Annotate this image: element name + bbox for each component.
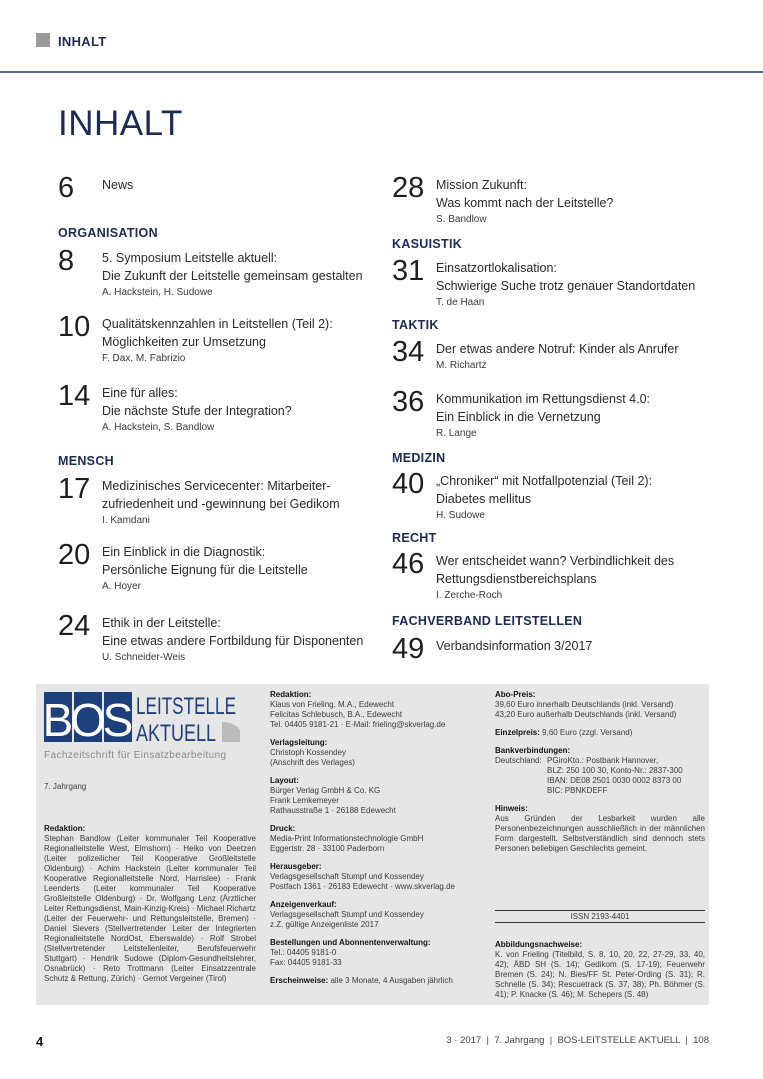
toc-title-line: Schwierige Suche trotz genauer Standortdaten (436, 279, 696, 293)
issn: ISSN 2193-4401 (495, 910, 705, 923)
toc-author: H. Sudowe (436, 510, 485, 521)
toc-title-line: Kommunikation im Rettungsdienst 4.0: (436, 392, 650, 406)
toc-author: A. Hoyer (102, 581, 141, 592)
section-heading: TAKTIK (392, 318, 439, 332)
impressum-block: Druck: Media-Print Informationstechnologie GmbH Eggertstr. 28 · 33100 Paderborn (270, 824, 424, 853)
toc-author: I. Zerche-Roch (436, 590, 503, 601)
toc-title-line: Ethik in der Leitstelle: (102, 616, 221, 630)
impressum-middle-column (270, 690, 485, 986)
toc-title-line: Ein Einblick in die Diagnostik: (102, 545, 266, 559)
running-header: INHALT (58, 34, 107, 49)
toc-article (436, 637, 592, 655)
toc-title-line: Die nächste Stufe der Integration? (102, 404, 292, 418)
toc-author: T. de Haan (436, 297, 485, 308)
redaktionsbeirat (44, 824, 256, 984)
erscheinweise: Erscheinweise: alle 3 Monate, 4 Ausgaben jährlich (270, 976, 453, 985)
toc-author: M. Richartz (436, 360, 487, 371)
toc-article (102, 477, 340, 529)
toc-author: I. Kamdani (102, 515, 150, 526)
bankverbindungen: Bankverbindungen: Deutschland: PGiroKto.: Postbank Hannover, BLZ: 250 100 30, Konto-Nr.: 2837-300 IBAN: DE08 2501 0030 0002 8373 00 BIC: PBNKDEFF (495, 746, 683, 795)
toc-article (102, 315, 333, 367)
toc-page-number: 36 (392, 386, 425, 418)
section-heading: KASUISTIK (392, 237, 463, 251)
page-title: INHALT (58, 104, 183, 143)
toc-article (436, 390, 650, 442)
toc-article (102, 384, 292, 436)
toc-title-line: Mission Zukunft: (436, 178, 528, 192)
impressum-block: Layout: Bürger Verlag GmbH & Co. KG Frank Lemkemeyer Rathausstraße 1 · 26188 Edewecht (270, 776, 396, 815)
impressum-block: Bestellungen und Abonnentenverwaltung: Tel.: 04405 9181-0 Fax: 04405 9181-33 (270, 938, 431, 967)
toc-article (102, 614, 363, 666)
toc-title-line: Medizinisches Servicecenter: Mitarbeiter- (102, 479, 331, 493)
toc-page-number: 8 (58, 245, 75, 277)
toc-title-line: Eine für alles: (102, 386, 178, 400)
header-rule (0, 71, 763, 73)
footer-issue-info: 3 · 2017 | 7. Jahrgang | BOS-LEITSTELLE AKTUELL | 108 (446, 1035, 709, 1046)
toc-author: R. Lange (436, 428, 477, 439)
svg-text:O: O (70, 694, 106, 746)
toc-author: U. Schneider-Weis (102, 652, 186, 663)
abo-preis: Abo-Preis: 39,60 Euro innerhalb Deutschlands (inkl. Versand) 43,20 Euro außerhalb Deutschlands (inkl. Versand) (495, 690, 677, 719)
impressum-block: Redaktion: Klaus von Frieling, M.A., Edewecht Felicitas Schlebusch, B.A., Edewecht Tel. 04405 9181-21 · E-Mail: frieling@skverlag.de (270, 690, 446, 729)
toc-author: F. Dax, M. Fabrizio (102, 353, 186, 364)
toc-article (436, 472, 652, 524)
section-heading: RECHT (392, 531, 437, 545)
toc-title-line: Rettungsdienstbereichsplans (436, 572, 597, 586)
impressum-block: Anzeigenverkauf: Verlagsgesellschaft Stumpf und Kossendey z.Z. gültige Anzeigenliste 2017 (270, 900, 424, 929)
toc-page-number: 14 (58, 380, 91, 412)
toc-title-line: Der etwas andere Notruf: Kinder als Anrufer (436, 342, 679, 356)
toc-title-line: „Chroniker“ mit Notfallpotenzial (Teil 2): (436, 474, 653, 488)
svg-text:B: B (42, 694, 74, 746)
impressum-block: Herausgeber: Verlagsgesellschaft Stumpf und Kossendey Postfach 1361 · 26183 Edewecht · www.skverlag.de (270, 862, 455, 891)
logo-tagline: Fachzeitschrift für Einsatzbearbeitung (44, 750, 227, 761)
toc-article (436, 259, 695, 311)
einzelpreis: Einzelpreis: 9,60 Euro (zzgl. Versand) (495, 728, 633, 737)
magazine-logo (44, 692, 240, 761)
toc-title-line: Diabetes mellitus (436, 492, 532, 506)
section-heading: MEDIZIN (392, 451, 446, 465)
bos-logo-mark (42, 692, 240, 747)
toc-page-number: 28 (392, 172, 425, 204)
toc-title-line: Verbandsinformation 3/2017 (436, 639, 593, 653)
abbildungsnachweise: Abbildungsnachweise: K. von Frieling (Titelbild, S. 8, 10, 20, 22, 27-29, 33, 40, 42); ÄBD SH (S. 14); Gedikom (S. 17-19); Feuerwehr Bremen (S. 24); N. Bies/FF St. Peter-Ording (S. 31); R. Schnelle (S. 34); Rescuetrack (S. 37, 38); Ph. Böhmer (S. 41); P. Knacke (S. 46); M. Schepers (S. 48) (495, 940, 705, 999)
impressum-right-column (495, 690, 705, 999)
toc-article (102, 543, 308, 595)
redaktionsbeirat-text: Stephan Bandlow (Leiter kommunaler Teil Kooperative Regionalleitstelle West, Elmshorn) · Heiko von Deetzen (Leiter polizeilicher Teil Kooperative Großleitstelle Oldenburg) · Achim Hackstein (Leiter kommunaler Teil Kooperative Regionalleitstelle Nord, Harrislee) · Frank Leenderts (Leiter kommunaler Teil Kooperative Großleitstelle Oldenburg) · Dr. Wolfgang Lenz (Ärztlicher Leiter Rettungsdienst, Main-Kinzig-Kreis) · Michael Richartz (Leiter der Feuerwehr- und Rettungsleitstelle, Bremen) · Daniel Sievers (Stellvertretender Leiter der Integrierten Regionalleitstelle NordOst, Eberswalde) · Rolf Strobel (Stellvertretender Leitstellenleiter, Berufsfeuerwehr Stuttgart) · Hendrik Sudowe (Diplom-Gesundheitslehrer, Osnabrück) · Reto Trottmann (Leiter Einsatzzentrale Schutz & Rettung, Zürich) · Gernot Vergeiner (Tirol) (44, 834, 256, 983)
toc-author: S. Bandlow (436, 214, 487, 225)
toc-title-line: Möglichkeiten zur Umsetzung (102, 335, 266, 349)
toc-page-number: 31 (392, 255, 425, 287)
toc-page-number: 10 (58, 311, 91, 343)
toc-title-line: News (102, 178, 134, 192)
section-heading: FACHVERBAND LEITSTELLEN (392, 614, 583, 628)
toc-page-number: 49 (392, 633, 425, 665)
toc-author: A. Hackstein, H. Sudowe (102, 287, 213, 298)
toc-article (102, 249, 363, 301)
toc-title-line: Was kommt nach der Leitstelle? (436, 196, 614, 210)
toc-page-number: 24 (58, 610, 91, 642)
toc-page-number: 46 (392, 548, 425, 580)
toc-article (102, 176, 133, 194)
toc-article (436, 340, 678, 374)
toc-page-number: 20 (58, 539, 91, 571)
section-heading: MENSCH (58, 454, 114, 468)
toc-page-number: 34 (392, 336, 425, 368)
toc-title-line: 5. Symposium Leitstelle aktuell: (102, 251, 278, 265)
toc-title-line: Persönliche Eignung für die Leitstelle (102, 563, 308, 577)
svg-text:AKTUELL: AKTUELL (136, 720, 216, 747)
svg-text:S: S (102, 694, 134, 746)
toc-article (436, 552, 674, 604)
toc-title-line: Eine etwas andere Fortbildung für Disponenten (102, 634, 364, 648)
toc-title-line: Einsatzortlokalisation: (436, 261, 557, 275)
toc-page-number: 17 (58, 473, 91, 505)
toc-title-line: Qualitätskennzahlen in Leitstellen (Teil 2): (102, 317, 333, 331)
hinweis: Hinweis: Aus Gründen der Lesbarkeit wurden alle Personenbezeichnungen ausschließlich in der männlichen Form dargestellt. Selbstverständlich sind dennoch stets Personen beliebigen Geschlechts gemeint. (495, 804, 705, 853)
toc-page-number: 6 (58, 172, 75, 204)
toc-title-line: Wer entscheidet wann? Verbindlichkeit des (436, 554, 675, 568)
page-number: 4 (36, 1034, 44, 1049)
toc-article (436, 176, 613, 228)
section-marker-square (36, 33, 50, 47)
section-heading: ORGANISATION (58, 226, 158, 240)
toc-title-line: zufriedenheit und -gewinnung bei Gedikom (102, 497, 340, 511)
toc-title-line: Die Zukunft der Leitstelle gemeinsam gestalten (102, 269, 363, 283)
toc-author: A. Hackstein, S. Bandlow (102, 422, 215, 433)
redaktionsbeirat-label: Redaktion: (44, 824, 86, 833)
toc-title-line: Ein Einblick in die Vernetzung (436, 410, 601, 424)
impressum-panel (36, 684, 709, 1005)
impressum-block: Verlagsleitung: Christoph Kossendey (Anschrift des Verlages) (270, 738, 355, 767)
toc-page-number: 40 (392, 468, 425, 500)
jahrgang: 7. Jahrgang (44, 782, 87, 791)
svg-text:LEITSTELLE: LEITSTELLE (136, 693, 236, 720)
